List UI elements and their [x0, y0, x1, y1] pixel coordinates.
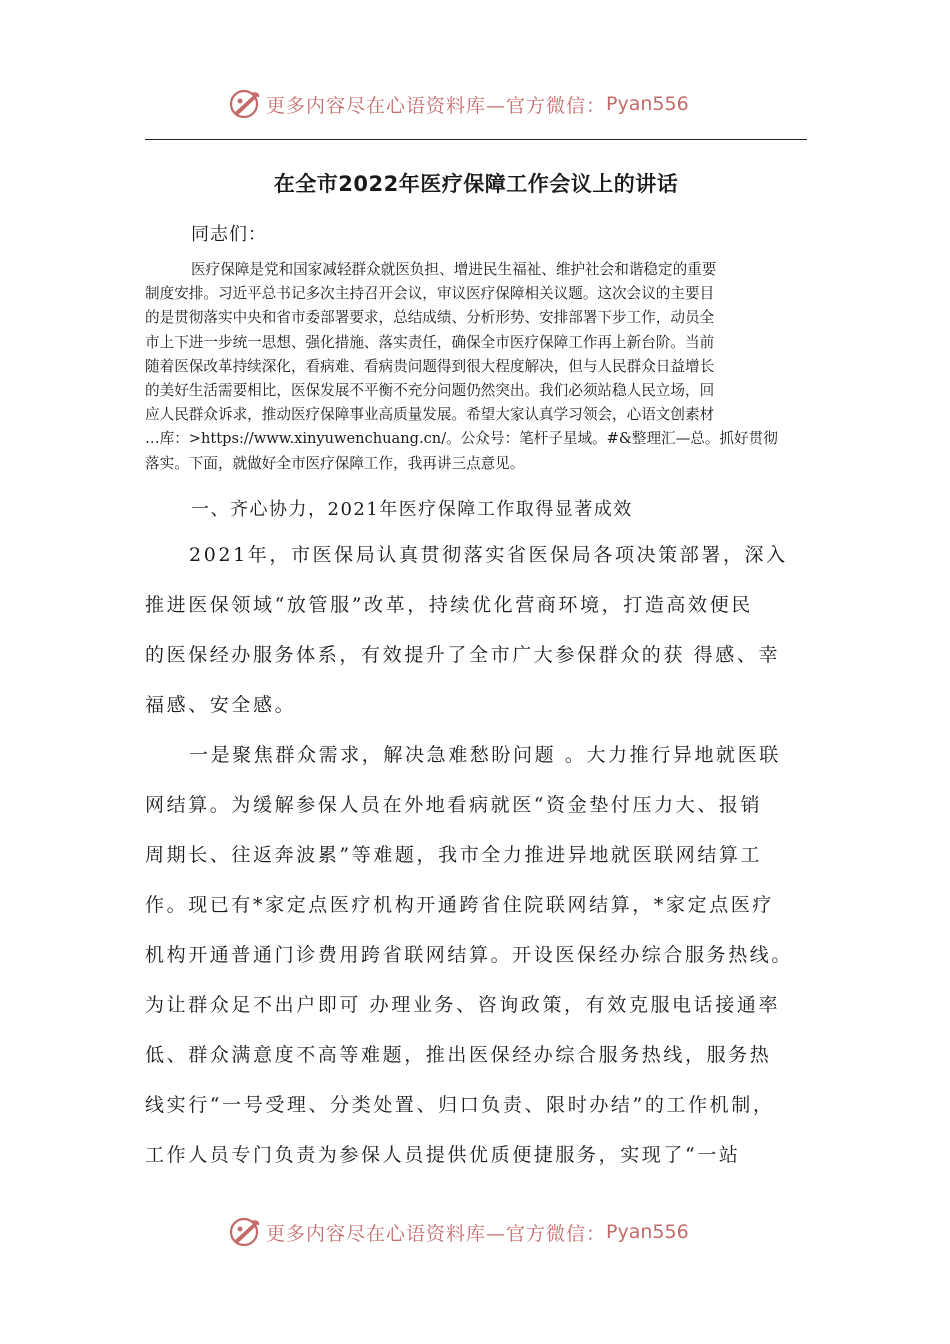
body-line: 工作人员专门负责为参保人员提供优质便捷服务，实现了“一站 — [145, 1144, 741, 1166]
body-line: 福感、安全感。 — [145, 694, 297, 716]
intro-line: 的美好生活需要相比，医保发展不平衡不充分问题仍然突出。我们必须站稳人民立场，回 — [145, 381, 715, 399]
body-line: 推进医保领域“放管服”改革，持续优化营商环境，打造高效便民 — [145, 594, 753, 616]
watermark-footer — [228, 1212, 748, 1252]
intro-line: 应人民群众诉求，推动医疗保障事业高质量发展。希望大家认真学习领会，心语文创素材 — [145, 406, 715, 424]
watermark-account-text: Pyan556 — [606, 93, 689, 115]
body-line: 一是聚焦群众需求，解决急难愁盼问题 。大力推行异地就医联 — [189, 744, 781, 766]
quill-logo-icon — [228, 87, 262, 121]
body-line: 低、群众满意度不高等难题，推出医保经办综合服务热线，服务热 — [145, 1044, 772, 1066]
watermark-brand-text: 更多内容尽在心语资料库—官方微信： — [266, 1222, 607, 1245]
body-line: 为让群众足不出户即可 办理业务、咨询政策，有效克服电话接通率 — [145, 994, 781, 1016]
body-line: 2021年，市医保局认真贯彻落实省医保局各项决策部署，深入 — [189, 544, 788, 566]
body-line: 机构开通普通门诊费用跨省联网结算。开设医保经办综合服务热线。 — [145, 944, 794, 966]
watermark-header — [228, 84, 748, 124]
salutation: 同志们： — [191, 224, 267, 245]
body-line: 线实行“一号受理、分类处置、归口负责、限时办结”的工作机制， — [145, 1094, 775, 1116]
body-line: 的医保经办服务体系，有效提升了全市广大参保群众的获 得感、幸 — [145, 644, 781, 666]
intro-line: 的是贯彻落实中央和省市委部署要求，总结成绩、分析形势、安排部署下步工作，动员全 — [145, 309, 715, 327]
header-divider — [145, 139, 807, 140]
section-heading: 一、齐心协力，2021年医疗保障工作取得显著成效 — [191, 499, 633, 520]
document-title: 在全市2022年医疗保障工作会议上的讲话 — [273, 172, 679, 196]
intro-line: 随着医保改革持续深化，看病难、看病贵问题得到很大程度解决，但与人民群众日益增长 — [145, 357, 715, 375]
body-line: 周期长、往返奔波累”等难题，我市全力推进异地就医联网结算工 — [145, 844, 763, 866]
body-line: 网结算。为缓解参保人员在外地看病就医“资金垫付压力大、报销 — [145, 794, 763, 816]
watermark-account-text: Pyan556 — [606, 1221, 689, 1243]
intro-line: 市上下进一步统一思想、强化措施、落实责任，确保全市医疗保障工作再上新台阶。当前 — [145, 333, 715, 351]
intro-line: 落实。下面，就做好全市医疗保障工作，我再讲三点意见。 — [145, 454, 525, 472]
intro-paragraph — [145, 258, 807, 476]
intro-line: …库：>https://www.xinyuwenchuang.cn/。公众号：笔杆子星域。#&整理汇—总。抓好贯彻 — [145, 430, 778, 448]
intro-line: 医疗保障是党和国家减轻群众就医负担、增进民生福祉、维护社会和谐稳定的重要 — [191, 261, 717, 278]
body-line: 作。现已有*家定点医疗机构开通跨省住院联网结算，*家定点医疗 — [145, 894, 775, 916]
intro-line: 制度安排。习近平总书记多次主持召开会议，审议医疗保障相关议题。这次会议的主要目 — [145, 285, 715, 303]
quill-logo-icon — [228, 1215, 262, 1249]
body-text — [145, 538, 825, 1188]
watermark-brand-text: 更多内容尽在心语资料库—官方微信： — [266, 94, 607, 117]
